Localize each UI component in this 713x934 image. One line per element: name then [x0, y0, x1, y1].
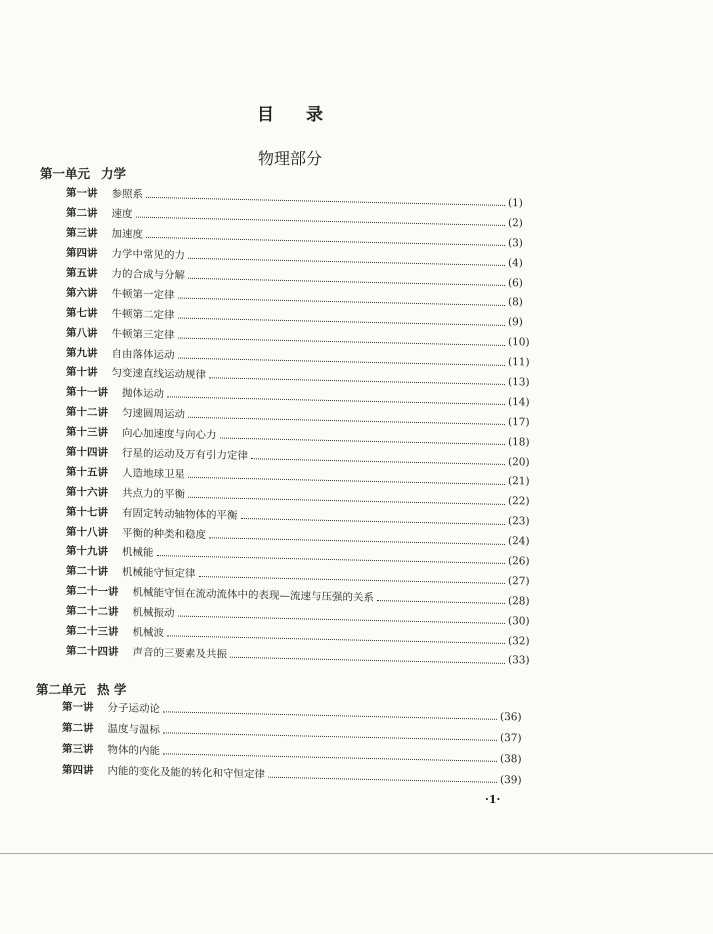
lecture-label: 第二十一讲 [66, 585, 119, 599]
dot-leader [209, 378, 505, 386]
lecture-label: 第二讲 [62, 722, 94, 735]
section-title: 物理部分 [257, 149, 322, 168]
lecture-title: 机械振动 [132, 606, 175, 620]
lecture-label: 第四讲 [66, 247, 98, 260]
dot-leader [188, 278, 505, 286]
lecture-title: 内能的变化及能的转化和守恒定律 [107, 765, 265, 781]
lecture-page: (30) [508, 614, 530, 628]
lecture-page: (20) [508, 455, 530, 469]
lecture-page: (32) [508, 634, 530, 648]
page-title: 目 录 [257, 105, 323, 125]
dot-leader [220, 438, 506, 445]
dot-leader [157, 556, 506, 565]
lecture-label: 第十讲 [66, 366, 98, 380]
unit-number: 第二单元 [36, 682, 87, 697]
lecture-label: 第九讲 [66, 346, 98, 360]
lecture-title: 共点力的平衡 [122, 487, 185, 501]
lecture-title: 速度 [111, 208, 133, 221]
dot-leader [178, 317, 506, 325]
lecture-title: 牛顿第二定律 [111, 307, 175, 322]
dot-leader [209, 537, 505, 545]
lecture-page: (23) [508, 515, 530, 528]
lecture-title: 加速度 [111, 228, 143, 241]
lecture-label: 第一讲 [66, 187, 98, 201]
lecture-title: 抛体运动 [122, 387, 164, 401]
lecture-title: 行星的运动及万有引力定律 [122, 447, 248, 463]
unit-name: 力学 [101, 166, 127, 181]
lecture-label: 第十八讲 [66, 525, 108, 539]
lecture-page: (4) [508, 256, 523, 269]
lecture-page: (17) [508, 415, 530, 429]
lecture-page: (6) [508, 276, 523, 289]
dot-leader [188, 258, 505, 266]
lecture-title: 牛顿第一定律 [111, 287, 175, 302]
lecture-label: 第十六讲 [66, 485, 108, 499]
lecture-page: (22) [508, 495, 530, 508]
dot-leader [377, 600, 505, 604]
lecture-label: 第二讲 [66, 207, 98, 221]
unit-name: 热 学 [97, 682, 127, 697]
dot-leader [241, 518, 506, 525]
lecture-page: (1) [508, 196, 523, 210]
unit-number: 第一单元 [40, 166, 91, 181]
lecture-label: 第七讲 [66, 306, 98, 320]
dot-leader [178, 337, 506, 345]
dot-leader [163, 732, 497, 741]
lecture-title: 温度与温标 [107, 723, 160, 737]
dot-leader [188, 477, 505, 485]
lecture-label: 第六讲 [66, 286, 98, 300]
dot-leader [188, 497, 505, 505]
lecture-label: 第八讲 [66, 326, 98, 340]
lecture-label: 第二十讲 [66, 565, 108, 579]
lecture-label: 第十九讲 [66, 545, 108, 559]
lecture-page: (27) [508, 574, 530, 588]
dot-leader [167, 397, 505, 406]
lecture-title: 物体的内能 [107, 744, 160, 758]
lecture-label: 第三讲 [66, 227, 98, 240]
dot-leader [167, 635, 505, 644]
lecture-title: 机械波 [132, 626, 164, 640]
scan-edge-line [0, 853, 713, 854]
lecture-label: 第十五讲 [66, 465, 108, 479]
lecture-page: (26) [508, 554, 530, 568]
lecture-page: (18) [508, 435, 530, 449]
lecture-title: 机械能 [122, 546, 154, 560]
lecture-title: 机械能守恒在流动流体中的表现—流速与压强的关系 [132, 586, 374, 605]
lecture-label: 第五讲 [66, 267, 98, 280]
lecture-page: (36) [500, 710, 522, 723]
lecture-page: (14) [508, 395, 530, 409]
lecture-title: 匀速圆周运动 [122, 407, 185, 421]
dot-leader [230, 657, 505, 664]
dot-leader [199, 576, 506, 584]
lecture-page: (28) [508, 594, 530, 608]
lecture-title: 向心加速度与向心力 [122, 427, 217, 442]
lecture-page: (37) [500, 731, 522, 744]
lecture-page: (39) [500, 773, 522, 786]
lecture-page: (11) [508, 356, 530, 369]
lecture-page: (13) [508, 375, 530, 389]
lecture-label: 第十三讲 [66, 426, 108, 440]
lecture-page: (9) [508, 316, 523, 329]
lecture-title: 声音的三要素及共振 [132, 646, 227, 661]
lecture-page: (33) [508, 654, 530, 667]
lecture-label: 第一讲 [62, 701, 94, 714]
lecture-page: (38) [500, 752, 522, 765]
lecture-page: (8) [508, 296, 523, 309]
lecture-title: 人造地球卫星 [122, 467, 185, 481]
dot-leader [178, 357, 506, 365]
dot-leader [178, 297, 506, 305]
lecture-page: (3) [508, 236, 523, 250]
lecture-label: 第三讲 [62, 743, 94, 756]
unit-heading [40, 164, 126, 182]
toc-list-unit-2 [62, 696, 527, 791]
lecture-page: (2) [508, 216, 523, 230]
lecture-label: 第十七讲 [66, 505, 108, 519]
lecture-page: (10) [508, 336, 530, 349]
lecture-title: 平衡的种类和稳度 [122, 526, 206, 541]
lecture-title: 参照系 [111, 188, 143, 202]
page-number: ·1· [485, 793, 501, 806]
dot-leader [268, 777, 497, 783]
lecture-title: 有固定转动轴物体的平衡 [122, 506, 238, 522]
lecture-title: 力学中常见的力 [111, 248, 185, 262]
dot-leader [163, 753, 497, 762]
lecture-label: 第二十二讲 [66, 605, 119, 619]
lecture-label: 第十四讲 [66, 446, 108, 459]
toc-list-unit-1 [66, 183, 535, 671]
unit-heading [36, 680, 126, 698]
lecture-title: 力的合成与分解 [111, 268, 185, 282]
lecture-label: 第二十三讲 [66, 625, 119, 639]
lecture-title: 分子运动论 [107, 702, 160, 716]
lecture-title: 牛顿第三定律 [111, 327, 175, 342]
dot-leader [188, 417, 505, 425]
lecture-page: (24) [508, 535, 530, 548]
lecture-page: (21) [508, 475, 530, 488]
dot-leader [163, 711, 497, 720]
lecture-label: 第十一讲 [66, 386, 108, 400]
lecture-title: 自由落体运动 [111, 347, 175, 362]
dot-leader [178, 616, 506, 624]
lecture-label: 第四讲 [62, 764, 94, 777]
lecture-title: 匀变速直线运动规律 [111, 367, 206, 382]
lecture-label: 第十二讲 [66, 406, 108, 420]
lecture-title: 机械能守恒定律 [122, 566, 196, 581]
lecture-label: 第二十四讲 [66, 644, 119, 659]
dot-leader [251, 458, 505, 465]
